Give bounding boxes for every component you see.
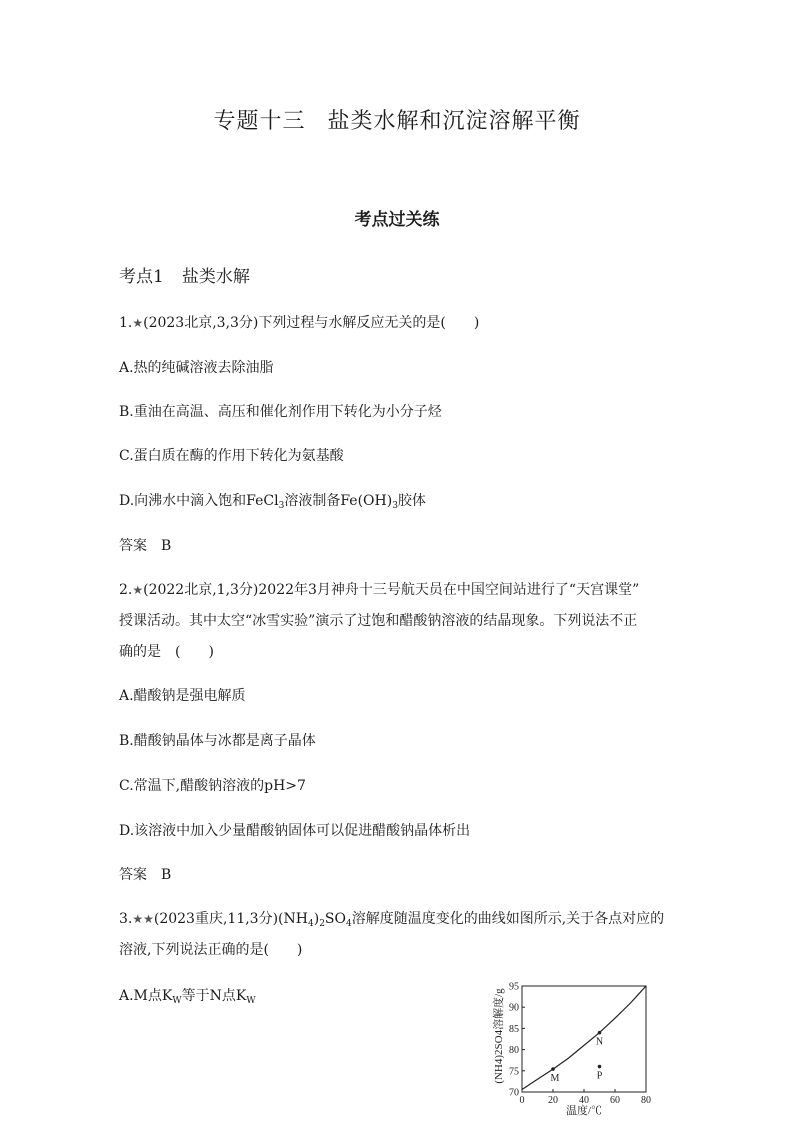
q3-option-a-part2: 等于N点K bbox=[181, 988, 247, 1004]
x-tick-label: 40 bbox=[579, 1095, 589, 1106]
q2-answer bbox=[119, 864, 171, 884]
q3-stem-part3: SO bbox=[324, 911, 346, 927]
x-tick-label: 20 bbox=[548, 1095, 558, 1106]
y-tick-label: 75 bbox=[509, 1066, 519, 1078]
x-axis-label: 温度/℃ bbox=[565, 1105, 603, 1117]
point-label-m: M bbox=[550, 1073, 560, 1085]
q3-number: 3. bbox=[119, 911, 133, 927]
title-topic-name: 盐类水解和沉淀溶解平衡 bbox=[327, 109, 581, 134]
x-tick-label: 80 bbox=[641, 1095, 651, 1106]
y-tick-label: 90 bbox=[509, 1002, 519, 1014]
q1-stem-text: (2023北京,3,3分)下列过程与水解反应无关的是( ) bbox=[143, 315, 480, 331]
q1-option-d-part2: 溶液制备Fe(OH) bbox=[284, 493, 393, 509]
answer-value: B bbox=[161, 538, 172, 554]
q1-option-c: C.蛋白质在酶的作用下转化为氨基酸 bbox=[119, 448, 344, 464]
point-n bbox=[598, 1031, 602, 1035]
q1-option-d-sub2: 3 bbox=[392, 501, 398, 511]
q1-option-d bbox=[119, 490, 426, 510]
q2-number: 2. bbox=[119, 582, 133, 598]
page-subtitle: 考点过关练 bbox=[354, 210, 440, 230]
q2-stem-line2: 授课活动。其中太空“冰雪实验”演示了过饱和醋酸钠溶液的结晶现象。下列说法不正 bbox=[119, 613, 638, 629]
section-name: 盐类水解 bbox=[181, 267, 250, 287]
section-heading bbox=[119, 262, 250, 287]
q2-stem-line3: 确的是 ( ) bbox=[119, 644, 214, 660]
plot-frame bbox=[522, 986, 646, 1092]
q1-number: 1. bbox=[119, 315, 133, 331]
q3-option-a-part1: A.M点K bbox=[119, 988, 173, 1004]
q2-option-d: D.该溶液中加入少量醋酸钠固体可以促进醋酸钠晶体析出 bbox=[119, 823, 471, 839]
page-title bbox=[0, 104, 794, 135]
solubility-curve bbox=[522, 986, 646, 1090]
difficulty-star-icon: ★ bbox=[132, 583, 144, 597]
point-m bbox=[551, 1067, 555, 1071]
y-axis-ticks bbox=[509, 982, 525, 1099]
q1-option-d-part3: 胶体 bbox=[397, 493, 426, 509]
solubility-chart-svg bbox=[488, 976, 658, 1123]
y-axis-label: (NH4)2SO4溶解度/g bbox=[493, 988, 505, 1084]
q2-option-a: A.醋酸钠是强电解质 bbox=[119, 688, 246, 704]
point-label-n: N bbox=[595, 1036, 604, 1048]
point-label-p: P bbox=[596, 1070, 603, 1082]
q1-stem bbox=[119, 312, 479, 332]
q1-option-a: A.热的纯碱溶液去除油脂 bbox=[119, 360, 274, 376]
y-tick-label: 70 bbox=[509, 1087, 519, 1099]
section-label: 考点1 bbox=[119, 267, 164, 287]
q3-stem-line2: 溶液,下列说法正确的是( ) bbox=[119, 942, 303, 958]
y-tick-label: 85 bbox=[509, 1023, 519, 1035]
q3-option-a-sub1: W bbox=[172, 996, 182, 1006]
q3-stem-sub2: 2 bbox=[319, 919, 325, 929]
difficulty-star-icon: ★★ bbox=[132, 912, 154, 926]
point-p bbox=[598, 1065, 602, 1069]
solubility-chart bbox=[488, 976, 658, 1123]
q3-stem-sub3: 4 bbox=[346, 919, 352, 929]
y-tick-label: 80 bbox=[509, 1045, 519, 1057]
q1-option-b: B.重油在高温、高压和催化剂作用下转化为小分子烃 bbox=[119, 404, 442, 420]
q3-stem-part2: ) bbox=[313, 911, 320, 927]
data-points bbox=[551, 1031, 604, 1084]
q1-answer bbox=[119, 535, 171, 555]
answer-label: 答案 bbox=[119, 867, 147, 883]
q3-option-a bbox=[119, 985, 256, 1005]
y-tick-label: 95 bbox=[509, 981, 519, 993]
q2-option-c: C.常温下,醋酸钠溶液的pH>7 bbox=[119, 778, 306, 794]
answer-label: 答案 bbox=[119, 538, 147, 554]
q3-stem-sub1: 4 bbox=[307, 919, 314, 929]
q3-stem-part4: 溶解度随温度变化的曲线如图所示,关于各点对应的 bbox=[351, 911, 665, 927]
q3-stem-line1 bbox=[119, 908, 664, 928]
q3-stem-part1: (2023重庆,11,3分)(NH bbox=[153, 911, 308, 927]
answer-value: B bbox=[161, 867, 172, 883]
x-tick-label: 60 bbox=[610, 1095, 620, 1106]
q2-stem-text: (2022北京,1,3分)2022年3月神舟十三号航天员在中国空间站进行了“天宫课堂” bbox=[143, 582, 640, 598]
title-topic-number: 专题十三 bbox=[213, 109, 306, 134]
q1-option-d-sub1: 3 bbox=[278, 501, 285, 511]
q2-option-b: B.醋酸钠晶体与冰都是离子晶体 bbox=[119, 733, 316, 749]
x-tick-label: 0 bbox=[519, 1095, 525, 1106]
q3-option-a-sub2: W bbox=[246, 996, 256, 1006]
difficulty-star-icon: ★ bbox=[132, 316, 144, 330]
q1-option-d-part1: D.向沸水中滴入饱和FeCl bbox=[119, 493, 279, 509]
q2-stem-line1 bbox=[119, 579, 639, 599]
